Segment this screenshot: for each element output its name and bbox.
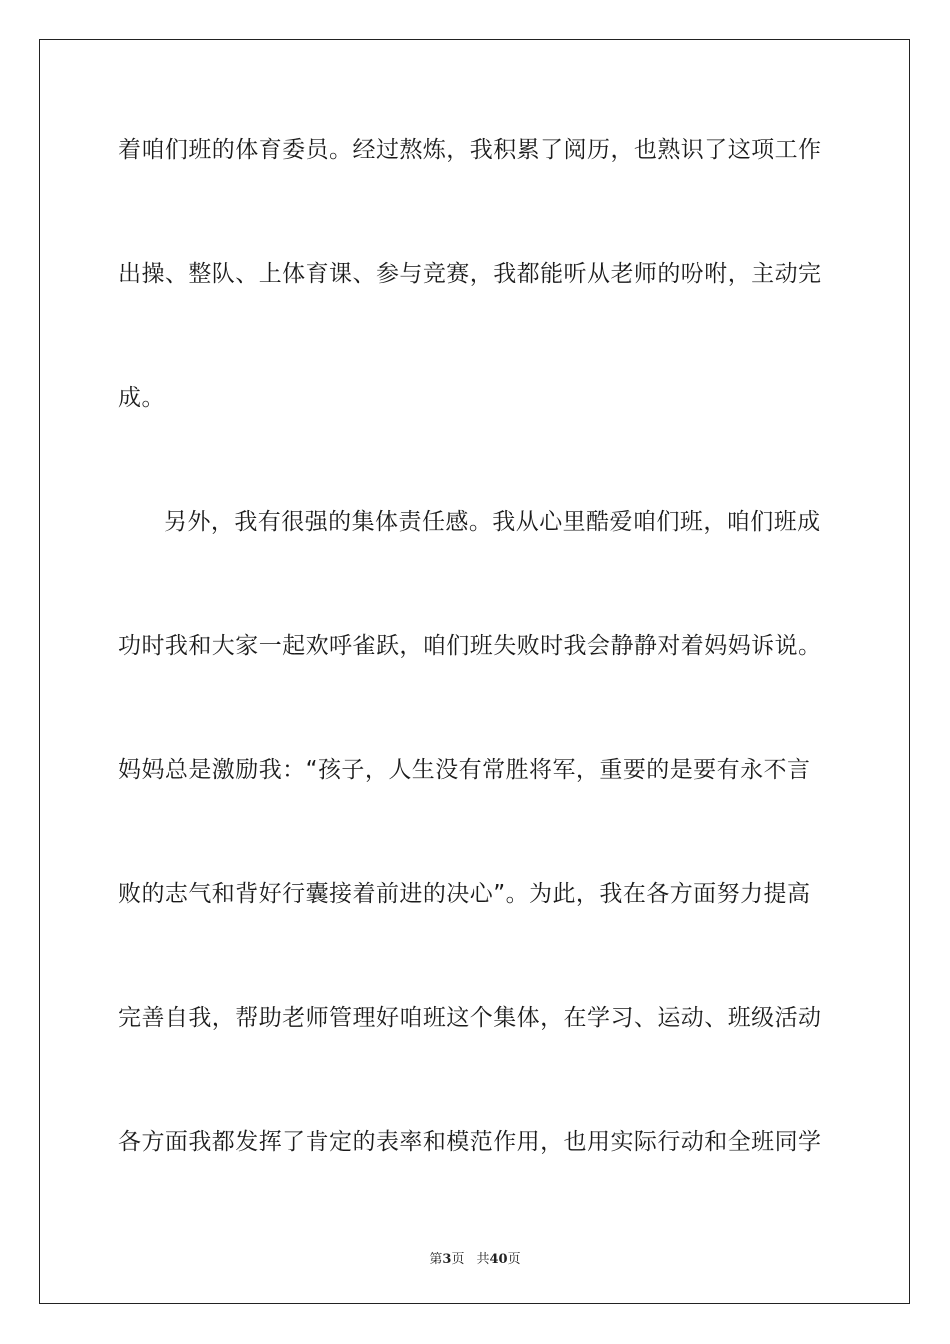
body-line-4-indented: 另外，我有很强的集体责任感。我从心里酷爱咱们班，咱们班成 <box>164 509 821 535</box>
page-total-prefix: 共 <box>476 1252 490 1267</box>
page-number-suffix: 页 <box>451 1252 465 1267</box>
body-line-6: 妈妈总是激励我：“孩子，人生没有常胜将军，重要的是要有永不言 <box>118 757 811 783</box>
body-line-8: 完善自我，帮助老师管理好咱班这个集体，在学习、运动、班级活动 <box>118 1005 822 1031</box>
body-line-9: 各方面我都发挥了肯定的表率和模范作用，也用实际行动和全班同学 <box>118 1129 822 1155</box>
body-line-7: 败的志气和背好行囊接着前进的决心”。为此，我在各方面努力提高 <box>118 881 811 907</box>
page-border <box>39 39 910 1304</box>
page-footer <box>0 1248 950 1267</box>
body-line-1: 着咱们班的体育委员。经过熬炼，我积累了阅历，也熟识了这项工作 <box>118 137 822 163</box>
page-total-count: 40 <box>489 1252 508 1267</box>
body-line-2: 出操、整队、上体育课、参与竞赛，我都能听从老师的吩咐，主动完 <box>118 261 822 287</box>
body-line-5: 功时我和大家一起欢呼雀跃，咱们班失败时我会静静对着妈妈诉说。 <box>118 633 822 659</box>
page-total-suffix: 页 <box>507 1252 521 1267</box>
page-number-prefix: 第 <box>429 1252 443 1267</box>
body-line-3: 成。 <box>118 385 165 411</box>
page-number-current: 3 <box>442 1252 452 1267</box>
